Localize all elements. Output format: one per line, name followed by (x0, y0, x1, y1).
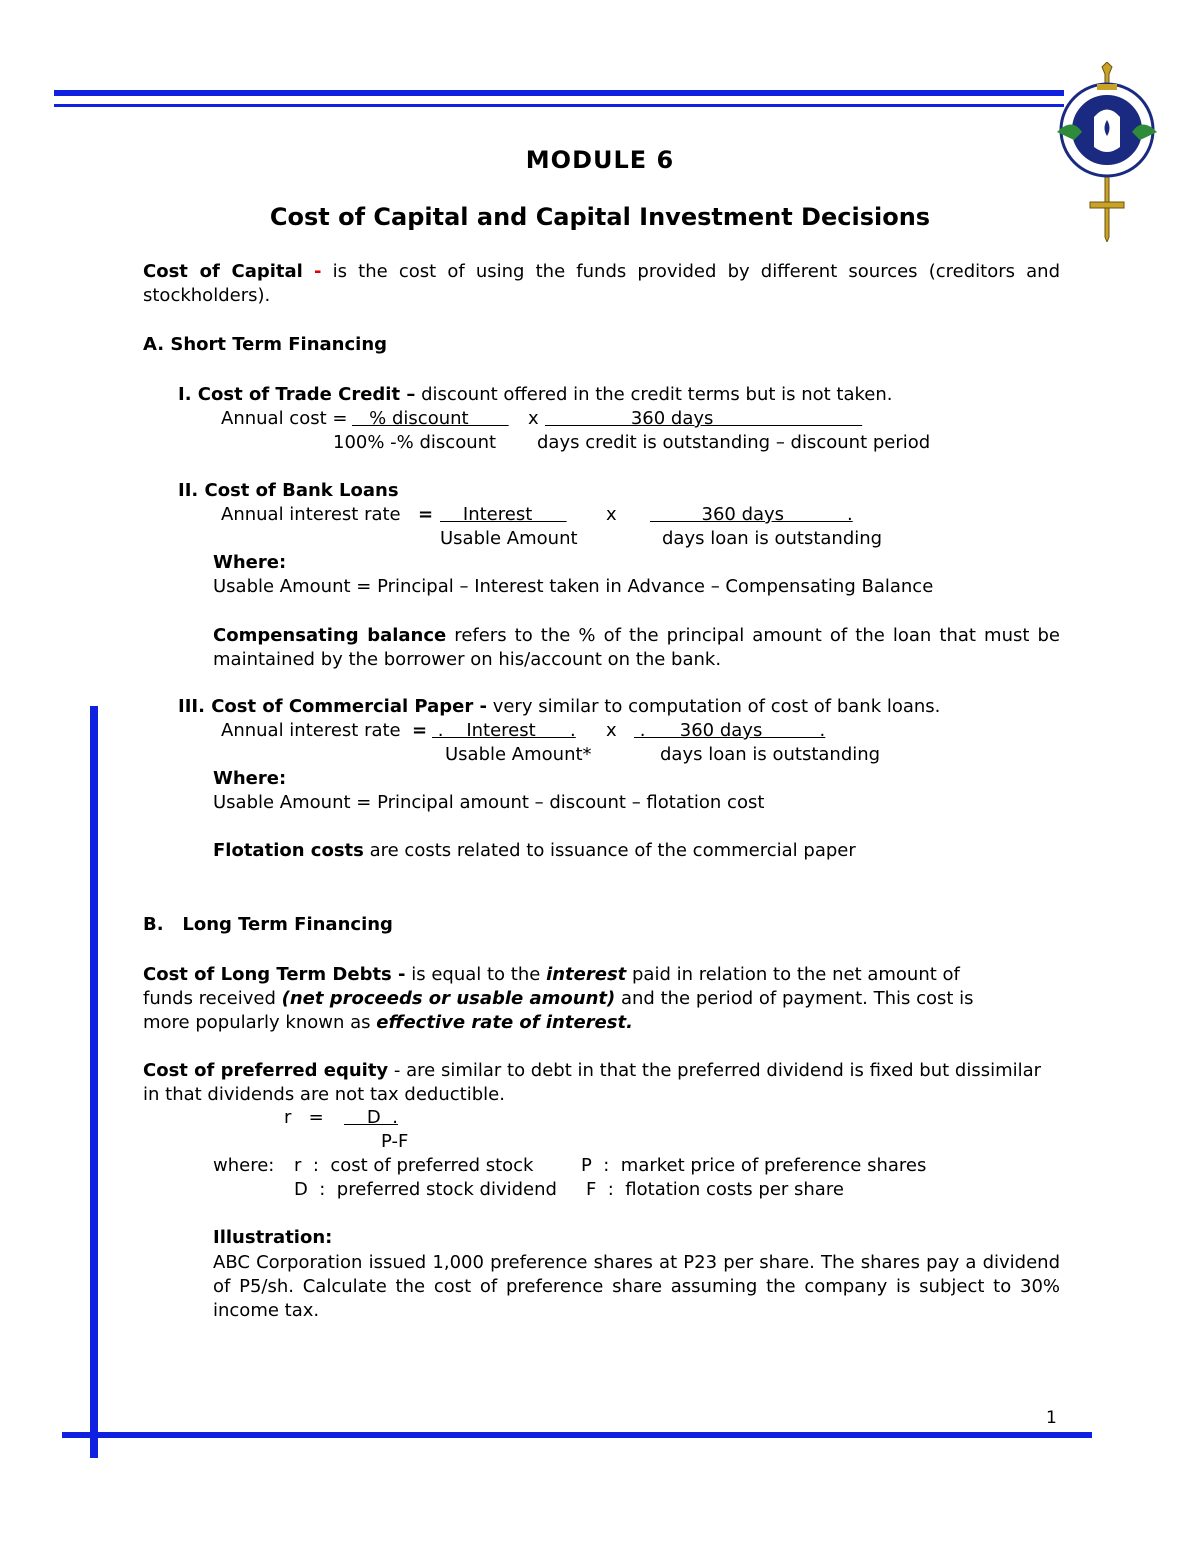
bank-where-label: Where: (213, 552, 287, 573)
long-term-debts-term: Cost of Long Term Debts - (143, 964, 406, 985)
section-b-heading: B. Long Term Financing (143, 914, 393, 935)
bottom-border (62, 1432, 1092, 1438)
cp-formula-eq: = (412, 720, 428, 741)
intro-term: Cost of Capital (143, 261, 303, 282)
debt-text-3: and the period of payment. This cost is more popularly known as (143, 988, 974, 1033)
long-term-debts-paragraph (143, 963, 1003, 1035)
trade-formula-times: x (528, 408, 539, 429)
preferred-equity-paragraph (143, 1059, 1053, 1107)
illustration-label: Illustration: (213, 1227, 333, 1248)
bank-formula-times: x (606, 504, 617, 525)
illustration-text: ABC Corporation issued 1,000 preference shares at P23 per share. The shares pay a dividend of P5/sh. Calculate the cost of preference share assuming the company is subject to 30% income tax. (213, 1252, 1060, 1321)
compensating-balance-term: Compensating balance (213, 625, 447, 646)
bank-formula-num2: 360 days . (650, 504, 853, 525)
intro-dash: - (313, 261, 322, 282)
commercial-paper-text: very similar to computation of cost of bank loans. (486, 696, 941, 717)
bank-formula-den2: days loan is outstanding (662, 528, 883, 549)
compensating-balance-text: refers to the % of the principal amount of the loan that must be maintained by the borrower on his/account on the bank. (213, 625, 1060, 670)
cp-usable-amount: Usable Amount = Principal amount – discount – flotation cost (213, 792, 765, 813)
pref-formula-den: P-F (381, 1131, 409, 1152)
preferred-equity-term: Cost of preferred equity (143, 1060, 389, 1081)
cp-formula-lhs: Annual interest rate (221, 720, 401, 741)
flotation-costs-term: Flotation costs (213, 840, 364, 861)
trade-formula-num2: 360 days (545, 408, 863, 429)
debt-net-proceeds: (net proceeds or usable amount) (281, 988, 616, 1009)
flotation-costs-text: are costs related to issuance of the commercial paper (363, 840, 856, 861)
debt-text-2: paid in relation to the net amount of funds received (143, 964, 960, 1009)
trade-credit-label: I. Cost of Trade Credit – (178, 384, 416, 405)
pref-formula-lhs: r = (284, 1107, 324, 1128)
compensating-balance-paragraph (213, 624, 1060, 672)
trade-formula-num1: % discount (352, 408, 509, 429)
flotation-costs-line (213, 840, 856, 861)
intro-paragraph (143, 260, 1060, 308)
cp-where-label: Where: (213, 768, 287, 789)
trade-formula-lhs: Annual cost = (221, 408, 348, 429)
trade-credit-line (178, 384, 893, 405)
pref-where-p: P : market price of preference shares (581, 1155, 927, 1176)
bank-usable-amount: Usable Amount = Principal – Interest taken in Advance – Compensating Balance (213, 576, 934, 597)
cp-formula-times: x (606, 720, 617, 741)
module-heading: MODULE 6 (525, 146, 675, 174)
intro-text: is the cost of using the funds provided by different sources (creditors and stockholders). (143, 261, 1060, 306)
preferred-equity-text: - are similar to debt in that the preferred dividend is fixed but dissimilar in that dividends are not tax deductible. (143, 1060, 1042, 1105)
top-border-thick (54, 90, 1064, 96)
bank-formula-num1: Interest (440, 504, 567, 525)
commercial-paper-line (178, 696, 940, 717)
cp-formula-num2: . 360 days . (634, 720, 826, 741)
section-a-heading: A. Short Term Financing (143, 334, 388, 355)
bank-loans-label: II. Cost of Bank Loans (178, 480, 399, 501)
cp-formula-num1: . Interest . (432, 720, 576, 741)
pref-where-d: D : preferred stock dividend (294, 1179, 557, 1200)
top-border-thin (54, 104, 1064, 107)
left-border-bar (90, 706, 98, 1458)
debt-text-1: is equal to the (405, 964, 547, 985)
bank-formula-eq: = (418, 504, 434, 525)
debt-effective-rate: effective rate of interest. (376, 1012, 633, 1033)
commercial-paper-label: III. Cost of Commercial Paper - (178, 696, 487, 717)
pref-where-r: r : cost of preferred stock (294, 1155, 534, 1176)
page-number: 1 (1046, 1408, 1057, 1428)
debt-interest: interest (546, 964, 627, 985)
bank-formula-den1: Usable Amount (440, 528, 578, 549)
trade-formula-den2: days credit is outstanding – discount period (537, 432, 931, 453)
cp-formula-den1: Usable Amount* (445, 744, 592, 765)
pref-where-f: F : flotation costs per share (586, 1179, 844, 1200)
page-title: Cost of Capital and Capital Investment Decisions (269, 203, 931, 231)
pref-where-label: where: (213, 1155, 275, 1176)
bank-formula-lhs: Annual interest rate (221, 504, 401, 525)
trade-formula-den1: 100% -% discount (333, 432, 497, 453)
trade-credit-text: discount offered in the credit terms but is not taken. (415, 384, 893, 405)
cp-formula-den2: days loan is outstanding (660, 744, 881, 765)
pref-formula-num: D . (344, 1107, 398, 1128)
